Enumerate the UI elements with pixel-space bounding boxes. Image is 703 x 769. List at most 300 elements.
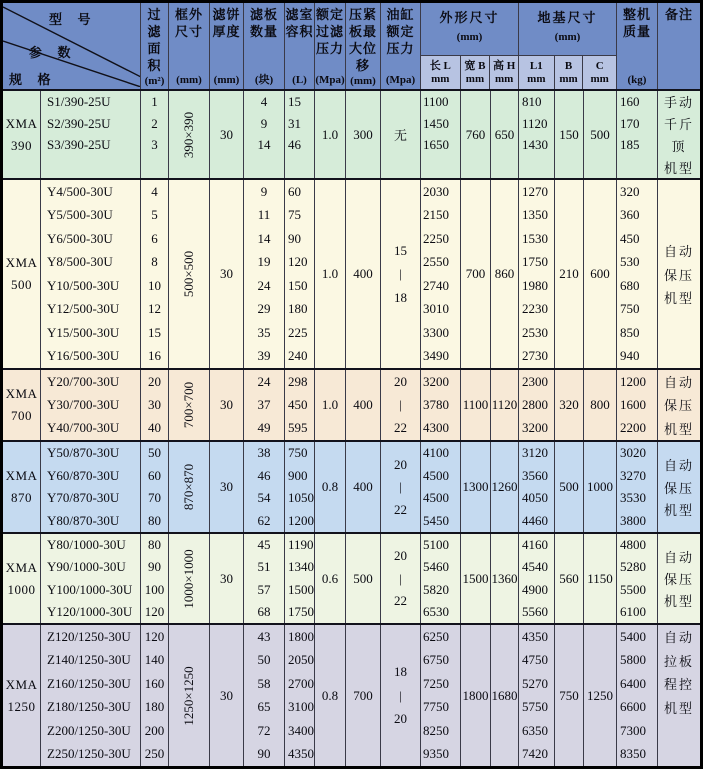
plates-cell (244, 625, 285, 766)
volumes-value: 1200 (288, 512, 314, 528)
plates-value: 68 (257, 603, 271, 619)
table-body (3, 89, 700, 766)
areas-cell (141, 370, 169, 440)
volumes-value: 180 (288, 301, 308, 317)
header-subrow (421, 55, 518, 89)
kg-cell (617, 534, 658, 623)
thickness-cell (210, 91, 244, 178)
plates-value: 37 (257, 396, 271, 412)
cylinder-cell (381, 534, 421, 623)
header-line: 大位 (348, 41, 377, 56)
header-col-label (212, 6, 240, 40)
heightH-value: 860 (494, 266, 515, 281)
kg-value: 160 (620, 93, 640, 109)
header-unit: (mm) (213, 74, 240, 86)
header-line: 移 (355, 58, 370, 73)
volumes-value: 450 (288, 396, 308, 412)
L-value: 3200 (423, 373, 449, 389)
volumes-value: 1050 (288, 490, 314, 506)
frame-cell (169, 534, 210, 623)
baseC-cell (584, 91, 617, 178)
models-value: Y120/1000-30U (47, 603, 133, 619)
displacement-value: 400 (353, 397, 373, 412)
cylinder-cell (381, 370, 421, 440)
section-row-700 (3, 368, 700, 440)
header-subcell (490, 56, 518, 89)
areas-cell (141, 91, 169, 178)
group-cell (3, 442, 41, 532)
group-label-line: 1250 (7, 698, 36, 714)
plates-value: 51 (257, 559, 271, 575)
baseB-value: 320 (559, 397, 579, 412)
remark-line: 保压 (663, 480, 694, 496)
volumes-value: 1800 (288, 628, 314, 644)
kg-cell (617, 370, 658, 440)
models-value: Y70/870-30U (47, 490, 120, 506)
cylinder-value: | (399, 266, 402, 281)
header-line: 额定 (386, 24, 415, 39)
frame-cell (169, 180, 210, 368)
pressure-cell (315, 534, 346, 623)
section-row-1000 (3, 532, 700, 623)
kg-cell (617, 625, 658, 766)
plates-cell (244, 534, 285, 623)
heightH-cell (491, 534, 519, 623)
baseC-cell (584, 370, 617, 440)
volumes-cell (285, 625, 315, 766)
models-cell (41, 625, 141, 766)
L1-value: 7420 (522, 746, 548, 762)
header-group-columns (421, 3, 617, 89)
plates-value: 72 (257, 722, 271, 738)
L1-value: 4350 (522, 628, 548, 644)
baseB-value: 560 (559, 570, 579, 586)
L1-value: 2300 (522, 373, 548, 389)
L1-value: 4750 (522, 652, 548, 668)
areas-value: 50 (148, 445, 161, 461)
pressure-cell (315, 370, 346, 440)
header-col-6 (346, 3, 381, 89)
remark-cell (658, 180, 700, 368)
heightH-cell (491, 625, 519, 766)
group-label (3, 465, 40, 509)
kg-value: 940 (620, 348, 640, 364)
remark-line: 手动 (663, 95, 694, 111)
kg-value: 850 (620, 324, 640, 340)
volumes-value: 2050 (288, 652, 314, 668)
plates-value: 49 (257, 420, 271, 436)
widthB-cell (461, 91, 491, 178)
group-label (3, 557, 40, 601)
header-line: 厚度 (212, 24, 241, 39)
volumes-value: 60 (288, 183, 301, 199)
header-diagonal-cell (3, 3, 141, 89)
models-cell (41, 180, 141, 368)
plates-cell (244, 91, 285, 178)
kg-value: 3800 (620, 512, 646, 528)
kg-value: 680 (620, 277, 640, 293)
kg-value: 1600 (620, 396, 646, 412)
areas-value: 20 (148, 373, 161, 389)
cylinder-cell (381, 91, 421, 178)
areas-value: 10 (148, 277, 161, 293)
pressure-value: 1.0 (321, 126, 339, 142)
volumes-cell (285, 180, 315, 368)
heightH-value: 1260 (491, 479, 518, 494)
models-value: S3/390-25U (47, 137, 111, 153)
plates-value: 46 (257, 467, 271, 483)
L-cell (421, 370, 461, 440)
volumes-cell (285, 370, 315, 440)
frame-cell (169, 370, 210, 440)
widthB-cell (461, 625, 491, 766)
baseB-cell (555, 370, 584, 440)
displacement-value: 300 (353, 126, 373, 142)
models-value: Y12/500-30U (47, 301, 120, 317)
L-value: 6250 (423, 628, 449, 644)
header-unit: (kg) (627, 74, 647, 86)
plates-value: 19 (257, 254, 271, 270)
header-remark-column (658, 3, 700, 89)
remark-line: 机型 (663, 503, 694, 518)
areas-value: 80 (148, 512, 161, 528)
header-unit: (块) (254, 74, 274, 86)
L1-value: 810 (522, 93, 542, 109)
kg-value: 4800 (620, 537, 646, 553)
L-value: 1650 (423, 137, 449, 153)
pressure-cell (315, 180, 346, 368)
L-value: 5460 (423, 559, 449, 575)
L1-value: 1430 (522, 137, 548, 153)
pressure-value: 0.8 (321, 687, 339, 703)
kg-value: 3530 (620, 490, 646, 506)
models-value: Y6/500-30U (47, 230, 113, 246)
cylinder-value: 15 (394, 242, 407, 258)
header-col-label (250, 6, 278, 40)
L1-value: 3120 (522, 445, 548, 461)
widthB-cell (461, 442, 491, 532)
L1-cell (519, 534, 555, 623)
models-value: Z200/1250-30U (47, 722, 131, 738)
volumes-value: 595 (288, 420, 308, 436)
L-cell (421, 442, 461, 532)
header-col-label (316, 6, 344, 57)
areas-cell (141, 442, 169, 532)
areas-value: 6 (151, 230, 158, 246)
models-value: Y40/700-30U (47, 420, 120, 436)
cylinder-value: | (399, 479, 402, 494)
L1-value: 3200 (522, 420, 548, 436)
header-line: 油缸 (386, 7, 415, 22)
displacement-value: 700 (353, 687, 373, 703)
heightH-cell (491, 370, 519, 440)
plates-value: 38 (257, 445, 271, 461)
group-label-line: 500 (11, 277, 32, 292)
kg-value: 5500 (620, 581, 646, 597)
models-cell (41, 370, 141, 440)
group-cell (3, 370, 41, 440)
L-cell (421, 625, 461, 766)
displacement-cell (346, 91, 381, 178)
models-value: Y60/870-30U (47, 467, 120, 483)
plates-value: 58 (257, 675, 271, 691)
areas-value: 90 (148, 559, 161, 575)
heightH-value: 1680 (491, 687, 518, 703)
kg-value: 5400 (620, 628, 646, 644)
cylinder-value: | (399, 396, 402, 412)
L1-value: 4050 (522, 490, 548, 506)
baseC-value: 1150 (587, 570, 613, 586)
cylinder-value: 20 (394, 711, 407, 726)
L-value: 5820 (423, 581, 449, 597)
frame-cell (169, 442, 210, 532)
subcell-unit: mm (527, 72, 546, 85)
L1-value: 4460 (522, 512, 548, 528)
remark-cell (658, 534, 700, 623)
thickness-cell (210, 534, 244, 623)
header-col-label (386, 6, 414, 57)
thickness-cell (210, 442, 244, 532)
plates-value: 90 (257, 746, 271, 762)
kg-value: 3020 (620, 445, 646, 461)
header-col-4 (285, 3, 315, 89)
baseC-cell (584, 442, 617, 532)
header-line: 尺寸 (174, 24, 203, 39)
header-line: 质量 (622, 24, 651, 39)
plates-value: 9 (260, 183, 268, 199)
widthB-value: 760 (465, 126, 486, 142)
subcell-unit: mm (590, 72, 609, 85)
remark-line: 拉板 (663, 653, 694, 669)
L1-value: 2530 (522, 324, 548, 340)
areas-value: 120 (144, 603, 165, 619)
section-row-500 (3, 178, 700, 368)
header-subrow (519, 55, 616, 89)
L-value: 5450 (423, 512, 449, 528)
thickness-cell (210, 180, 244, 368)
remark-line: 自动 (663, 549, 694, 565)
cylinder-value: 22 (394, 420, 407, 436)
header-line: 压力 (315, 41, 344, 56)
areas-value: 180 (144, 699, 165, 715)
kg-value: 3270 (620, 467, 646, 483)
kg-cell (617, 442, 658, 532)
header-col-label (175, 6, 203, 40)
header-col-3 (244, 3, 285, 89)
L1-value: 1350 (522, 207, 548, 223)
volumes-value: 4350 (288, 746, 314, 762)
areas-value: 5 (151, 207, 158, 223)
group-label-line: XMA (5, 255, 38, 270)
thickness-value: 30 (220, 687, 233, 703)
models-value: Y30/700-30U (47, 396, 120, 412)
remark-cell (658, 625, 700, 766)
kg-cell (617, 180, 658, 368)
kg-value: 170 (620, 115, 640, 131)
cylinder-value: 18 (394, 664, 407, 679)
frame-size-rotated: 390×390 (181, 111, 196, 158)
header-line: 额定 (315, 7, 344, 22)
L1-cell (519, 370, 555, 440)
group-cell (3, 534, 41, 623)
header-simple-columns (141, 3, 421, 89)
cylinder-value: | (399, 570, 402, 586)
kg-value: 1200 (620, 373, 646, 389)
L1-cell (519, 91, 555, 178)
header-line: 容积 (285, 24, 314, 39)
header-col-label (285, 6, 313, 40)
header-unit: (m²) (144, 75, 165, 87)
plates-value: 45 (257, 537, 271, 553)
L-value: 4500 (423, 467, 449, 483)
kg-value: 320 (620, 183, 640, 199)
frame-size-rotated: 870×870 (181, 463, 196, 511)
volumes-value: 1750 (288, 603, 314, 619)
areas-value: 80 (148, 537, 161, 553)
kg-value: 6600 (620, 699, 646, 715)
thickness-value: 30 (220, 570, 233, 586)
kg-value: 2200 (620, 420, 646, 436)
thickness-cell (210, 370, 244, 440)
L-value: 5100 (423, 537, 449, 553)
cylinder-cell (381, 442, 421, 532)
volumes-value: 750 (288, 445, 308, 461)
plates-value: 11 (257, 207, 271, 223)
plates-value: 24 (257, 277, 271, 293)
volumes-value: 3400 (288, 722, 314, 738)
models-value: Z120/1250-30U (47, 628, 131, 644)
cylinder-value: 20 (394, 456, 407, 472)
areas-cell (141, 534, 169, 623)
frame-cell (169, 625, 210, 766)
volumes-value: 150 (288, 277, 308, 293)
header-col-2 (210, 3, 244, 89)
header-unit: (L) (292, 74, 307, 86)
volumes-value: 1190 (288, 537, 314, 553)
models-value: Y90/1000-30U (47, 559, 126, 575)
pressure-cell (315, 625, 346, 766)
kg-value: 750 (620, 301, 640, 317)
remark-cell (658, 442, 700, 532)
header-col-label (141, 6, 168, 74)
header-group-title: 地基尺寸 (537, 10, 598, 25)
subcell-unit: mm (465, 72, 485, 85)
volumes-value: 120 (288, 254, 308, 270)
cylinder-value: 22 (394, 592, 407, 608)
baseB-cell (555, 534, 584, 623)
subcell-label: B (564, 59, 573, 72)
models-value: Y10/500-30U (47, 277, 120, 293)
plates-value: 24 (257, 373, 271, 389)
models-value: Y8/500-30U (47, 254, 113, 270)
models-cell (41, 91, 141, 178)
header-unit: (mm) (176, 74, 202, 86)
L-value: 2740 (423, 277, 449, 293)
thickness-value: 30 (220, 479, 233, 494)
plates-value: 39 (257, 348, 271, 364)
areas-value: 70 (148, 490, 161, 506)
group-label-line: 700 (11, 408, 32, 423)
header-subcell (555, 56, 584, 89)
plates-value: 65 (257, 699, 271, 715)
baseC-value: 800 (590, 397, 610, 412)
diagonal-label-param: 参 数 (29, 45, 74, 60)
L1-value: 2230 (522, 301, 548, 317)
header-line: 整机 (622, 7, 651, 22)
volumes-value: 31 (288, 115, 301, 131)
diagonal-label-spec: 规 格 (9, 72, 54, 87)
cylinder-value: 18 (394, 289, 407, 305)
subcell-unit: mm (494, 72, 514, 85)
models-value: Y80/870-30U (47, 512, 120, 528)
remark-line: 保压 (663, 267, 694, 283)
kg-value: 8350 (620, 746, 646, 762)
volumes-value: 2700 (288, 675, 314, 691)
volumes-cell (285, 534, 315, 623)
header-unit: (Mpa) (385, 74, 416, 86)
baseB-value: 500 (559, 479, 579, 494)
header-col-1 (169, 3, 210, 89)
plates-value: 43 (257, 628, 271, 644)
L1-value: 1750 (522, 254, 548, 270)
header-weight-column (617, 3, 658, 89)
L1-cell (519, 625, 555, 766)
volumes-value: 90 (288, 230, 301, 246)
baseB-value: 210 (559, 266, 579, 281)
L-value: 4100 (423, 445, 449, 461)
header-col-label (349, 6, 377, 74)
pressure-value: 1.0 (321, 266, 339, 281)
plates-value: 35 (257, 324, 271, 340)
kg-value: 530 (620, 254, 640, 270)
widthB-value: 700 (465, 266, 486, 281)
L1-cell (519, 180, 555, 368)
frame-size-rotated: 500×500 (181, 250, 196, 298)
cylinder-cell (381, 180, 421, 368)
section-row-390 (3, 89, 700, 178)
heightH-value: 1120 (491, 397, 518, 412)
displacement-value: 400 (353, 479, 373, 494)
remark-line: 程控 (663, 677, 694, 693)
remark-line: 机型 (663, 160, 694, 176)
subcell-label: L1 (529, 59, 543, 72)
group-cell (3, 91, 41, 178)
remark-line: 机型 (663, 700, 694, 716)
models-value: Z180/1250-30U (47, 699, 131, 715)
heightH-cell (491, 91, 519, 178)
header-group-title: 外形尺寸 (439, 10, 500, 25)
group-label (3, 252, 40, 296)
L-value: 6750 (423, 652, 449, 668)
plates-value: 57 (257, 581, 271, 597)
L1-value: 4160 (522, 537, 548, 553)
baseB-value: 750 (559, 687, 579, 703)
kg-value: 360 (620, 207, 640, 223)
models-value: S2/390-25U (47, 115, 111, 131)
subcell-label: 宽 B (464, 59, 486, 72)
models-value: Z160/1250-30U (47, 675, 131, 691)
displacement-cell (346, 534, 381, 623)
models-value: Z140/1250-30U (47, 652, 131, 668)
header-group-0 (421, 3, 519, 89)
kg-value: 450 (620, 230, 640, 246)
areas-value: 30 (148, 396, 161, 412)
plates-value: 29 (257, 301, 271, 317)
group-cell (3, 625, 41, 766)
remark-line: 自动 (663, 244, 694, 259)
header-line: 面积 (147, 41, 162, 73)
L1-value: 6350 (522, 722, 548, 738)
